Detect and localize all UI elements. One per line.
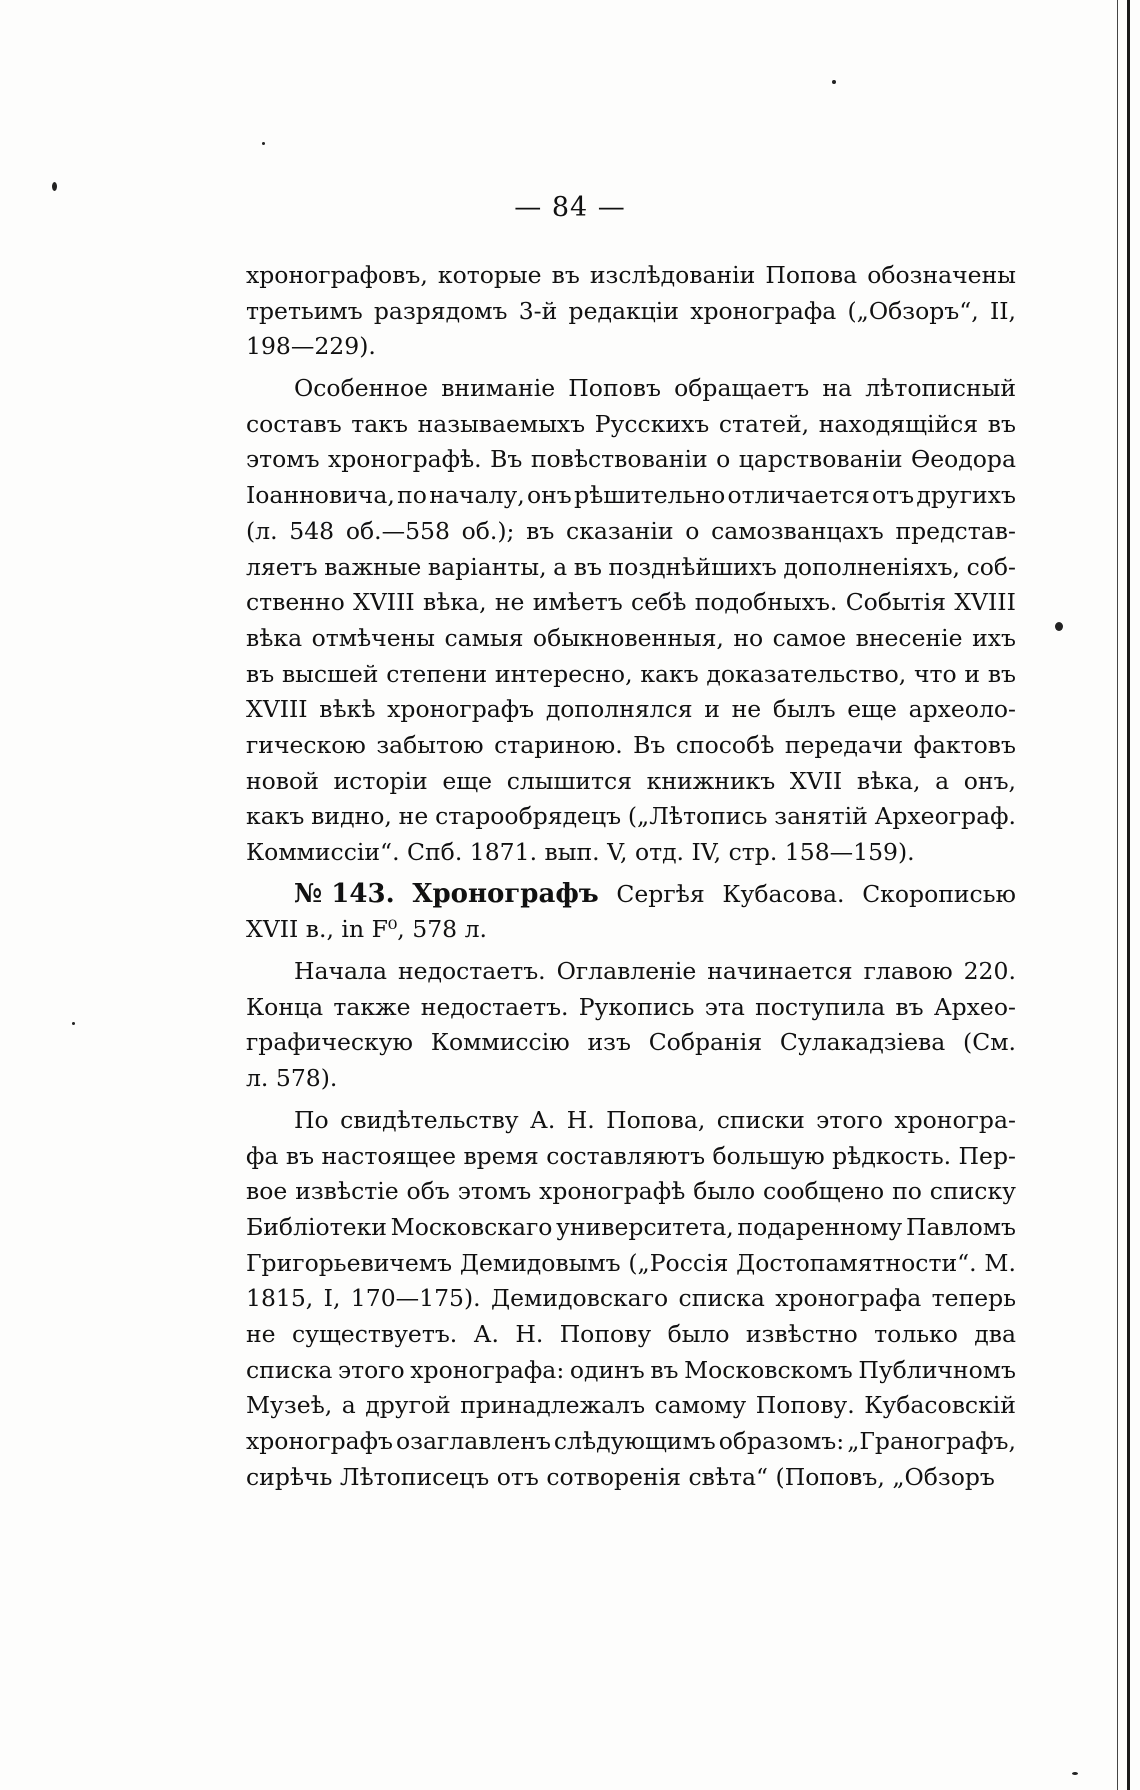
paragraph [246,1103,1016,1496]
paragraph [246,371,1016,871]
text-line: XVII в., in F⁰, 578 л. [246,915,487,944]
text-line: графическую Коммиссію изъ Собранія Сулакадзіева (См. [246,1028,1016,1057]
paragraph [246,954,1016,1097]
text-line: Коммиссіи“. Спб. 1871. вып. V, отд. IV, стр. 158—159). [246,838,915,866]
text-line: XVIII вѣкѣ хронографъ дополнялся и не былъ еще археоло- [246,695,1016,724]
entry-heading-line: № 143. Хронографъ Сергѣя Кубасова. Скорописью [246,877,1016,913]
text-line: Іоанновича, по началу, онъ рѣшительно отличается отъ другихъ [246,481,1016,510]
text-line: новой исторіи еще слышится книжникъ XVII вѣка, а онъ, [246,766,1016,795]
scan-speck [1055,622,1063,631]
scan-speck [72,1022,75,1025]
text-line: не существуетъ. А. Н. Попову было извѣстно только два [246,1319,1016,1348]
text-line: Библіотеки Московскаго университета, подаренному Павломъ [246,1212,1016,1241]
text-line: вое извѣстіе объ этомъ хронографѣ было сообщено по списку [246,1177,1016,1206]
text-line: списка этого хронографа: одинъ въ Московскомъ Публичномъ [246,1355,1016,1384]
text-line: 198—229). [246,332,376,361]
text-line: фа въ настоящее время составляютъ большую рѣдкость. Пер- [246,1141,1016,1170]
text-line: л. 578). [246,1064,338,1093]
text-line: сирѣчь Лѣтописецъ отъ сотворенія свѣта“ (Поповъ, „Обзоръ [246,1462,995,1491]
text-line: Конца также недостаетъ. Рукопись эта поступила въ Архео- [246,992,1016,1021]
text-line: Музеѣ, а другой принадлежалъ самому Попову. Кубасовскій [246,1391,1016,1420]
scan-speck [832,80,836,84]
entry-number: № 143. [294,878,395,909]
text-line: гическою забытою стариною. Въ способѣ передачи фактовъ [246,730,1016,759]
text-line: 1815, I, 170—175). Демидовскаго списка хронографа теперь [246,1284,1016,1313]
document-body [246,258,1016,1495]
text-line: Григорьевичемъ Демидовымъ („Россія Достопамятности“. М. [246,1248,1016,1277]
text-line: вѣка отмѣчены самыя обыкновенныя, но самое внесеніе ихъ [246,623,1016,652]
text-line: Начала недостаетъ. Оглавленіе начинается главою 220. [294,957,1016,986]
text-line: какъ видно, не старообрядецъ („Лѣтопись занятій Археограф. [246,802,1016,831]
text-line: въ высшей степени интересно, какъ доказательство, что и въ [246,659,1016,688]
scan-speck [262,142,265,145]
text-line: этомъ хронографѣ. Въ повѣствованіи о царствованіи Ѳеодора [246,445,1016,474]
text-line: По свидѣтельству А. Н. Попова, списки этого хроногра- [294,1105,1016,1134]
text-line: ственно XVIII вѣка, не имѣетъ себѣ подобныхъ. Событія XVIII [246,588,1016,617]
text-line: хронографъ озаглавленъ слѣдующимъ образомъ: „Гранографъ, [246,1427,1016,1455]
text-line: (л. 548 об.—558 об.); въ сказаніи о самозванцахъ представ- [246,516,1016,545]
scan-speck [1072,1772,1078,1775]
text-line: хронографовъ, которые въ изслѣдованіи Попова обозначены [246,261,1016,289]
text-line: третьимъ разрядомъ 3-й редакціи хронографа („Обзоръ“, II, [246,296,1016,325]
text-line: Особенное вниманіе Поповъ обращаетъ на лѣтописный [294,374,1016,403]
scan-speck [52,182,57,191]
text-line: ляетъ важные варіанты, а въ позднѣйшихъ дополненіяхъ, соб- [246,552,1016,581]
page-edge-line-thin [1117,0,1118,1790]
text-line: составъ такъ называемыхъ Русскихъ статей, находящійся въ [246,409,1016,438]
page-number: — 84 — [514,192,626,223]
paragraph [246,258,1016,365]
paragraph [246,877,1016,948]
page-edge-line [1127,0,1130,1790]
entry-title: Хронографъ [412,878,599,909]
